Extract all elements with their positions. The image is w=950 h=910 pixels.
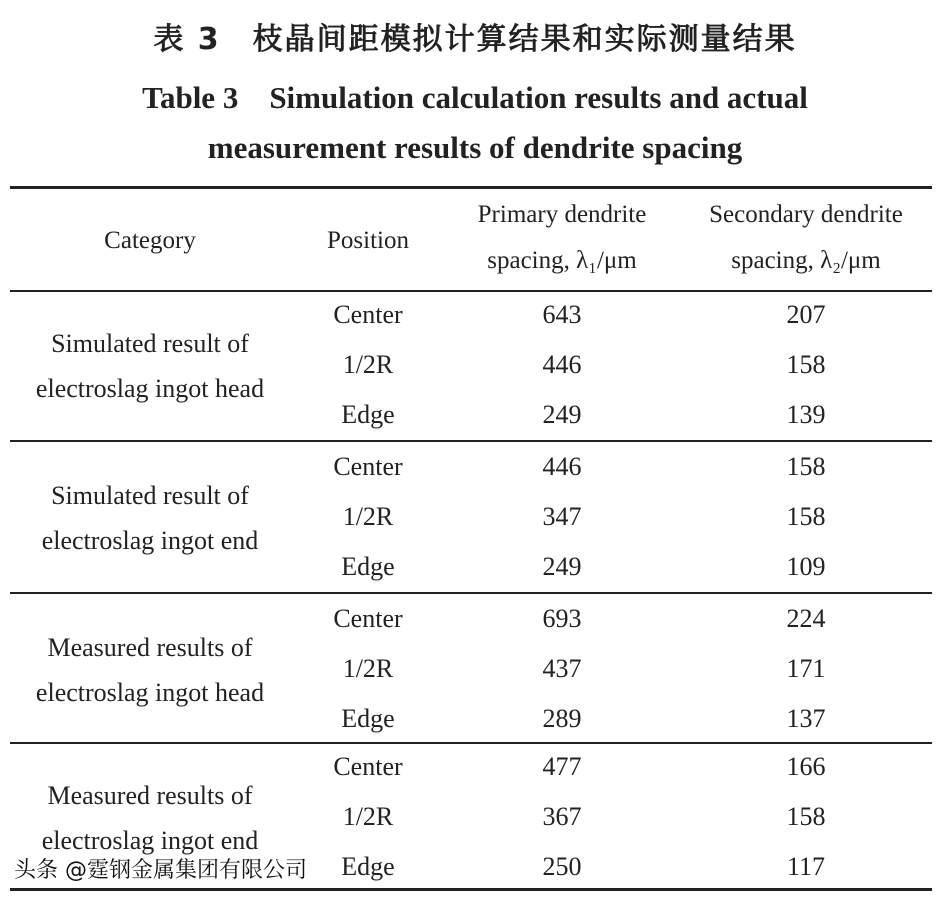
- secondary-spacing-cell: 166: [786, 752, 826, 781]
- header-primary-unit: spacing, λ₁/μm: [487, 247, 637, 274]
- table-title-english-line2: measurement results of dendrite spacing: [207, 130, 743, 165]
- primary-spacing-cell: 347: [542, 502, 582, 531]
- primary-spacing-cell: 289: [542, 704, 582, 733]
- position-cell: Center: [333, 300, 403, 329]
- primary-spacing-cell: 250: [542, 852, 582, 881]
- category-label: Simulated result of: [51, 481, 249, 510]
- category-label: Simulated result of: [51, 329, 249, 358]
- group-rule: [10, 440, 932, 442]
- secondary-spacing-cell: 109: [786, 552, 826, 581]
- position-cell: Edge: [341, 704, 395, 733]
- secondary-spacing-cell: 207: [786, 300, 826, 329]
- table-title-english-line1: Table 3 Simulation calculation results and actual: [142, 80, 808, 115]
- position-cell: Edge: [341, 552, 395, 581]
- secondary-spacing-cell: 224: [786, 604, 826, 633]
- top-rule: [10, 186, 932, 189]
- header-position: Position: [327, 227, 409, 254]
- position-cell: Center: [333, 452, 403, 481]
- position-cell: 1/2R: [342, 502, 394, 531]
- header-rule: [10, 290, 932, 292]
- primary-spacing-cell: 693: [542, 604, 582, 633]
- position-cell: 1/2R: [342, 350, 394, 379]
- category-label: electroslag ingot head: [35, 678, 265, 707]
- group-rule: [10, 742, 932, 744]
- secondary-spacing-cell: 158: [786, 452, 826, 481]
- header-secondary-unit: spacing, λ₂/μm: [731, 247, 881, 274]
- category-label: Measured results of: [47, 633, 253, 662]
- category-label: electroslag ingot head: [35, 374, 265, 403]
- position-cell: Center: [333, 752, 403, 781]
- position-cell: Center: [333, 604, 403, 633]
- primary-spacing-cell: 446: [542, 452, 582, 481]
- primary-spacing-cell: 367: [542, 802, 582, 831]
- primary-spacing-cell: 437: [542, 654, 582, 683]
- table-title-chinese: 表 3 枝晶间距模拟计算结果和实际测量结果: [153, 22, 797, 57]
- group-rule: [10, 592, 932, 594]
- category-label: electroslag ingot end: [41, 826, 259, 855]
- position-cell: 1/2R: [342, 802, 394, 831]
- position-cell: Edge: [341, 400, 395, 429]
- secondary-spacing-cell: 158: [786, 802, 826, 831]
- category-label: electroslag ingot end: [41, 526, 259, 555]
- bottom-rule: [10, 888, 932, 891]
- secondary-spacing-cell: 171: [786, 654, 826, 683]
- secondary-spacing-cell: 158: [786, 350, 826, 379]
- secondary-spacing-cell: 158: [786, 502, 826, 531]
- primary-spacing-cell: 643: [542, 300, 582, 329]
- primary-spacing-cell: 249: [542, 400, 582, 429]
- position-cell: 1/2R: [342, 654, 394, 683]
- header-primary: Primary dendrite: [477, 201, 647, 228]
- primary-spacing-cell: 477: [542, 752, 582, 781]
- header-category: Category: [104, 227, 196, 254]
- position-cell: Edge: [341, 852, 395, 881]
- secondary-spacing-cell: 117: [786, 852, 826, 881]
- watermark: 头条 @霆钢金属集团有限公司: [14, 858, 307, 883]
- secondary-spacing-cell: 139: [786, 400, 826, 429]
- category-label: Measured results of: [47, 781, 253, 810]
- secondary-spacing-cell: 137: [786, 704, 826, 733]
- primary-spacing-cell: 249: [542, 552, 582, 581]
- header-secondary: Secondary dendrite: [709, 201, 903, 228]
- primary-spacing-cell: 446: [542, 350, 582, 379]
